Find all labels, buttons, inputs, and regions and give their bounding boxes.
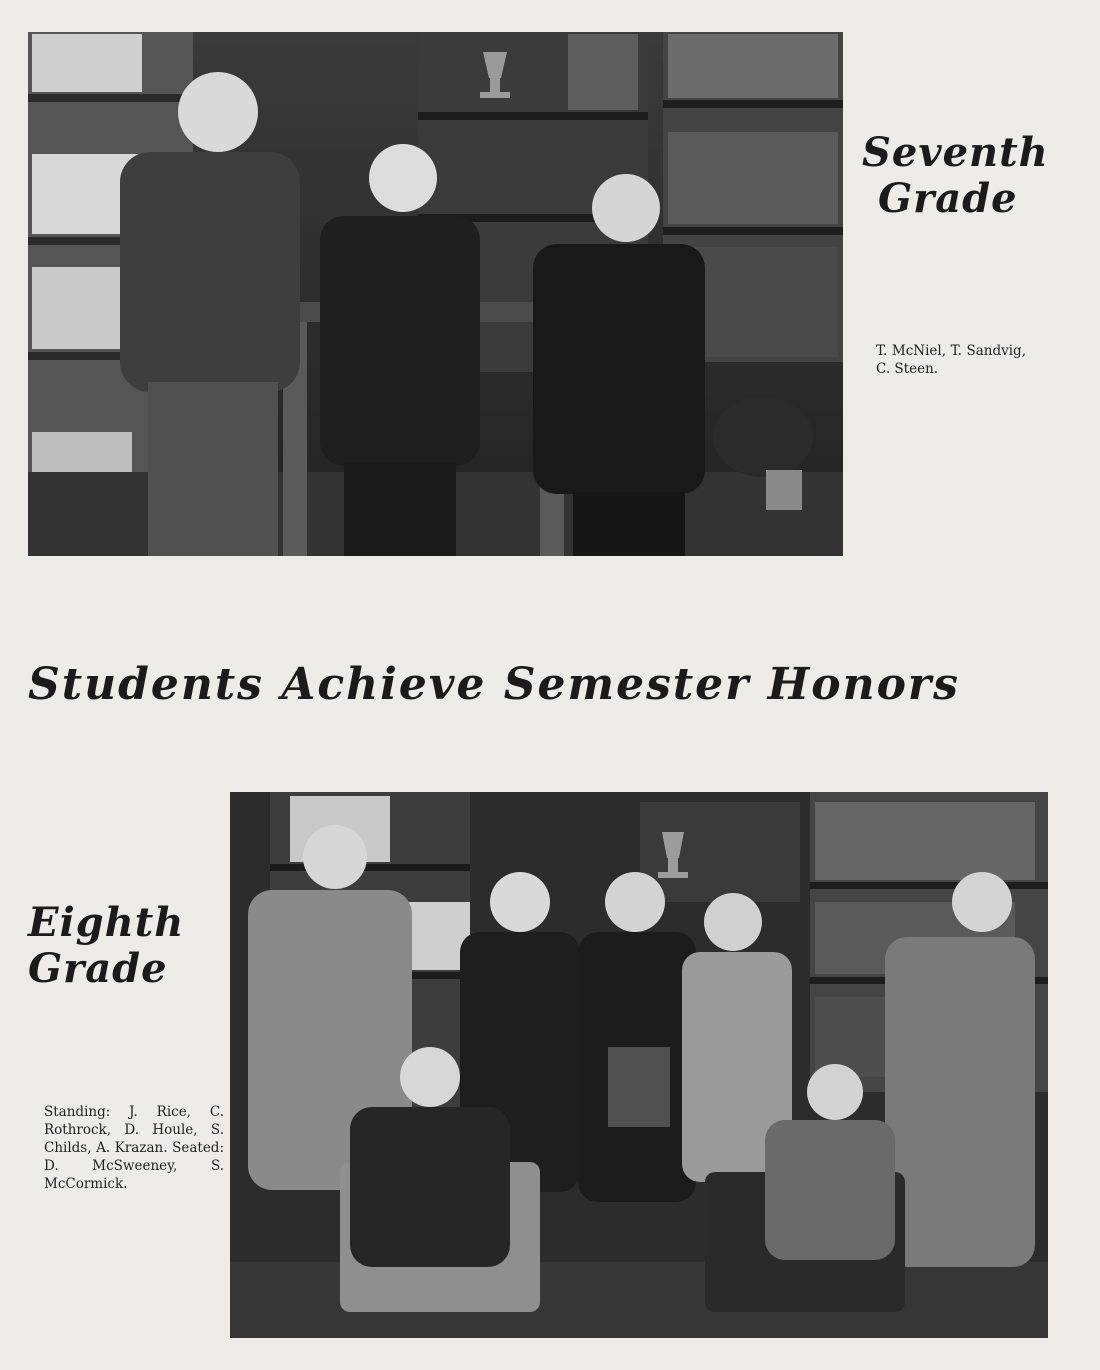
eighth-grade-heading-line2: Grade xyxy=(28,945,168,992)
seventh-grade-photo-image xyxy=(28,32,843,556)
eighth-grade-photo xyxy=(230,792,1048,1338)
page-title: Students Achieve Semester Honors xyxy=(28,659,960,710)
seventh-grade-photo xyxy=(28,32,843,556)
seventh-grade-caption: T. McNiel, T. Sandvig, C. Steen. xyxy=(876,343,1026,377)
seventh-grade-heading xyxy=(862,130,1082,222)
eighth-grade-caption: Standing: J. Rice, C. Rothrock, D. Houle, S. Childs, A. Krazan. Seated: D. McSweeney, S. McCormick. xyxy=(44,1104,224,1192)
eighth-grade-photo-image xyxy=(230,792,1048,1338)
seventh-grade-heading-line1: Seventh xyxy=(862,129,1049,176)
eighth-grade-heading xyxy=(28,900,228,992)
seventh-grade-heading-line2: Grade xyxy=(878,175,1018,222)
eighth-grade-heading-line1: Eighth xyxy=(28,899,185,946)
